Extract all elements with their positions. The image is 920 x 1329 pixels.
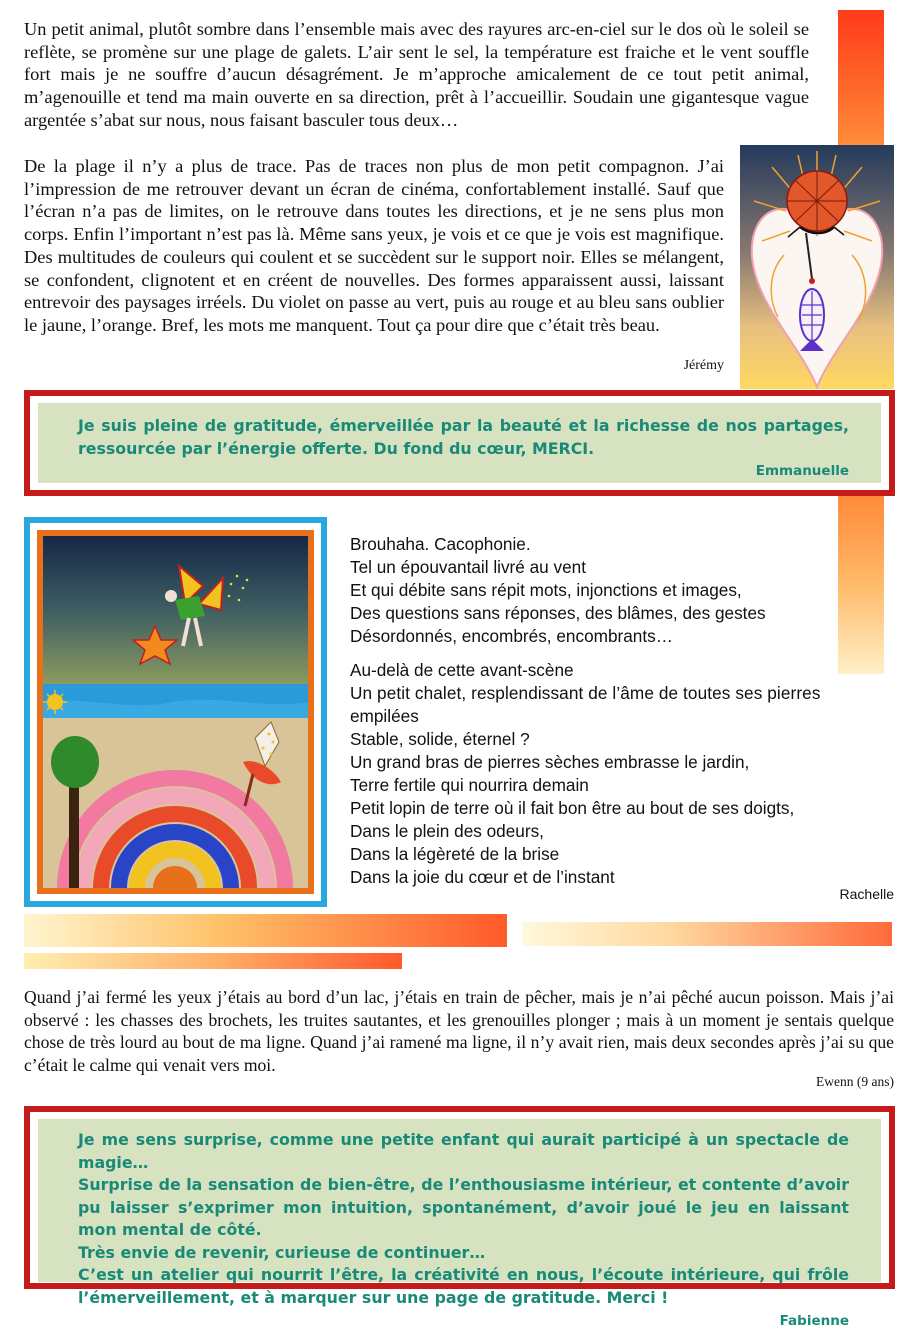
gratitude-text-emmanuelle: Je suis pleine de gratitude, émerveillée par la beauté et la richesse de nos partages, ressourcée par l’énergie offerte. Du fond du cœur, MERCI.: [78, 416, 849, 458]
gratitude-signature-emmanuelle: Emmanuelle: [755, 463, 849, 479]
poem-line: Tel un épouvantail livré au vent: [350, 557, 586, 577]
ewenn-signature: Ewenn (9 ans): [816, 1074, 894, 1089]
poem-line: Désordonnés, encombrés, encombrants…: [350, 626, 673, 646]
decor-bar-horizontal-2: [522, 922, 892, 946]
gratitude-frame-fabienne: [24, 1106, 895, 1329]
gratitude-line: C’est un atelier qui nourrit l’être, la créativité en nous, l’écoute intérieure, qui frôle l’émerveillement, et à marquer sur une page de gratitude. Merci !: [78, 1265, 849, 1307]
decor-bar-horizontal-1: [24, 914, 507, 947]
gratitude-box-emmanuelle: [38, 403, 881, 483]
poem-line: Des questions sans réponses, des blâmes, des gestes: [350, 603, 766, 623]
rainbow-painting: [37, 530, 314, 894]
jeremy-paragraph-1: Un petit animal, plutôt sombre dans l’ensemble mais avec des rayures arc-en-ciel sur le dos où le soleil se reflète, se promène sur une plage de galets. L’air sent le sel, la température est fraiche et le vent souffle fort mais je ne souffre d’aucun désagrément. Je m’approche amicalement de ce tout petit animal, m’agenouille et tend ma main ouverte en sa direction, prêt à l’accueillir. Soudain une gigantesque vague argentée s’abat sur nous, nous faisant basculer tous deux…: [24, 19, 809, 130]
jeremy-paragraph-2: De la plage il n’y a plus de trace. Pas de traces non plus de mon petit compagnon. J’ai l’impression de me retrouver devant un écran de cinéma, confortablement installé. Sauf que l’écran n’a pas de limites, on le retrouve dans toutes les directions, et je ne sens plus mon corps. Enfin l’important n’est pas là. Même sans yeux, je vois et ce que je vois est magnifique. Des multitudes de couleurs qui coulent et se succèdent sur le support noir. Elles se mélangent, se confondent, clignotent et en créent de nouvelles. Des formes apparaissent aussi, laissant entrevoir des paysages irréels. Du violet on passe au vert, puis au rouge et au bleu sans oublier le jaune, l’orange. Bref, les mots me manquent. Tout ça pour dire que c’était très beau.: [24, 156, 724, 335]
poem-line: Brouhaha. Cacophonie.: [350, 534, 531, 554]
poem-line: Un grand bras de pierres sèches embrasse le jardin,: [350, 752, 750, 772]
jeremy-signature: Jérémy: [683, 358, 724, 373]
decor-bar-horizontal-3: [24, 953, 402, 969]
poem-line: Dans le plein des odeurs,: [350, 821, 544, 841]
heart-illustration: [740, 145, 894, 389]
poem-line: Au-delà de cette avant-scène: [350, 660, 574, 680]
gratitude-line: Je me sens surprise, comme une petite enfant qui aurait participé à un spectacle de magie…: [78, 1130, 849, 1172]
poem-line: empilées: [350, 706, 419, 726]
poem-line: Un petit chalet, resplendissant de l’âme de toutes ses pierres: [350, 683, 821, 703]
gratitude-line: Surprise de la sensation de bien-être, de l’enthousiasme intérieur, et contente d’avoir pu laisser s’exprimer mon intuition, spontanément, d’avoir joué le jeu en laissant mon mental de côté.: [78, 1175, 849, 1239]
poem-line: Et qui débite sans répit mots, injonctions et images,: [350, 580, 742, 600]
painting-frame: [24, 517, 327, 907]
poem-line: Stable, solide, éternel ?: [350, 729, 530, 749]
gratitude-box-fabienne: [38, 1119, 881, 1329]
rachelle-signature: Rachelle: [839, 886, 894, 902]
gratitude-line: Très envie de revenir, curieuse de continuer…: [78, 1242, 486, 1262]
decor-bar-top-right: [838, 10, 884, 145]
poem-line: Petit lopin de terre où il fait bon être au bout de ses doigts,: [350, 798, 795, 818]
poem-line: Terre fertile qui nourrira demain: [350, 775, 589, 795]
rachelle-poem: [350, 533, 895, 889]
poem-line: Dans la légèreté de la brise: [350, 844, 560, 864]
poem-line: Dans la joie du cœur et de l’instant: [350, 867, 615, 887]
gratitude-frame-emmanuelle: [24, 390, 895, 496]
gratitude-signature-fabienne: Fabienne: [779, 1313, 849, 1329]
ewenn-paragraph: Quand j’ai fermé les yeux j’étais au bord d’un lac, j’étais en train de pêcher, mais je n’ai pêché aucun poisson. Mais j’ai observé : les chasses des brochets, les truites sautantes, et les grenouilles plonger ; mais à un moment je sentais quelque chose de très lourd au bout de ma ligne. Quand j’ai ramené ma ligne, il n’y avait rien, mais deux secondes après j’ai su que c’était le calme qui venait vers moi.: [24, 987, 894, 1075]
